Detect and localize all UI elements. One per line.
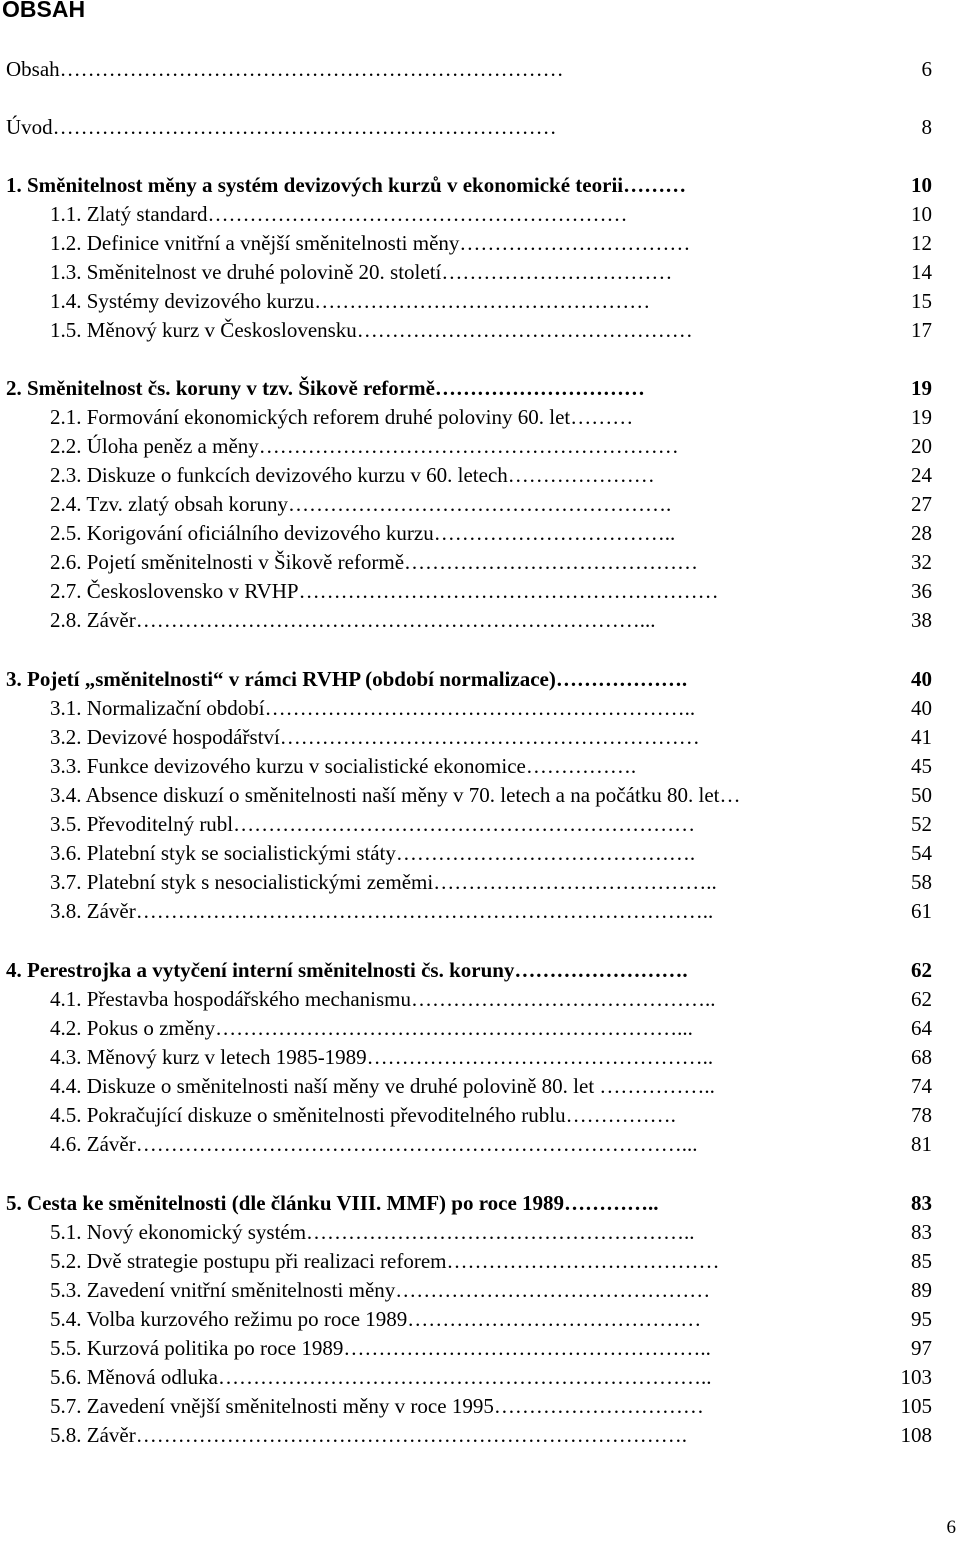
toc-entry-title: 5.7. Zavedení vnější směnitelnosti měny v roce 1995………………………… (50, 1394, 704, 1418)
toc-entry (0, 257, 960, 287)
toc-entry (0, 402, 960, 432)
toc-entry-title: 1.5. Měnový kurz v Československu………………………………………… (50, 318, 693, 342)
toc-entry (0, 1100, 960, 1130)
toc-entry-title: 3.3. Funkce devizového kurzu v socialistické ekonomice……………. (50, 754, 637, 778)
toc-entry (0, 1304, 960, 1334)
toc-entry-page: 64 (911, 1016, 932, 1040)
toc-entry-page: 85 (911, 1249, 932, 1273)
toc-entry-title: 1.1. Zlatý standard…………………………………………………… (50, 202, 628, 226)
toc-entry-page: 103 (900, 1365, 932, 1389)
toc-entry-page: 58 (911, 870, 932, 894)
toc-entry (0, 1217, 960, 1247)
toc-entry (0, 722, 960, 752)
toc-entry-page: 97 (911, 1336, 932, 1360)
toc-entry-page: 10 (911, 173, 932, 197)
toc-entry (0, 1246, 960, 1276)
toc-entry-title: 2.7. Československo v RVHP…………………………………………………… (50, 579, 719, 603)
toc-entry-title: 3.5. Převoditelný rubl………………………………………………………… (50, 812, 696, 836)
toc-entry (0, 1275, 960, 1305)
toc-entry (0, 315, 960, 345)
toc-entry (0, 1129, 960, 1159)
toc-entry (0, 547, 960, 577)
toc-entry-page: 10 (911, 202, 932, 226)
toc-entry-page: 62 (911, 987, 932, 1011)
toc-entry (0, 693, 960, 723)
toc-entry-page: 89 (911, 1278, 932, 1302)
toc-entry-page: 62 (911, 958, 932, 982)
toc-entry-page: 12 (911, 231, 932, 255)
toc-entry-page: 105 (900, 1394, 932, 1418)
toc-entry (0, 1420, 960, 1450)
toc-entry-page: 95 (911, 1307, 932, 1331)
toc-entry-title: 2.3. Diskuze o funkcích devizového kurzu v 60. letech………………… (50, 463, 655, 487)
toc-entry-title: 4. Perestrojka a vytyčení interní směnitelnosti čs. koruny……………………. (6, 958, 688, 982)
toc-entry (0, 896, 960, 926)
toc-entry-title: 1. Směnitelnost měny a systém devizových kurzů v ekonomické teorii……… (6, 173, 687, 197)
toc-entry (0, 780, 960, 810)
toc-entry (0, 1042, 960, 1072)
toc-entry-page: 15 (911, 289, 932, 313)
toc-entry-page: 68 (911, 1045, 932, 1069)
toc-entry-title: 2.5. Korigování oficiálního devizového kurzu…………………………….. (50, 521, 676, 545)
toc-entry-title: 5.3. Zavedení vnitřní směnitelnosti měny……………………………………… (50, 1278, 711, 1302)
toc-entry-page: 50 (911, 783, 932, 807)
toc-entry (0, 955, 960, 985)
toc-entry-title: 4.3. Měnový kurz v letech 1985-1989………………………………………….. (50, 1045, 714, 1069)
toc-entry-title: 5.4. Volba kurzového režimu po roce 1989…………………………………… (50, 1307, 702, 1331)
toc-entry-title: 4.6. Závěr……………………………………………………………………... (50, 1132, 698, 1156)
toc-entry-page: 36 (911, 579, 932, 603)
toc-entry-title: 1.2. Definice vnitřní a vnější směnitelnosti měny…………………………… (50, 231, 691, 255)
toc-entry (0, 518, 960, 548)
toc-entry (0, 664, 960, 694)
toc-entry-page: 38 (911, 608, 932, 632)
toc-entry-page: 45 (911, 754, 932, 778)
toc-entry (0, 489, 960, 519)
toc-entry-title: 4.2. Pokus o změny…………………………………………………………... (50, 1016, 693, 1040)
toc-entry-page: 61 (911, 899, 932, 923)
toc-entry-page: 54 (911, 841, 932, 865)
toc-entry (0, 984, 960, 1014)
toc-entry-title: 3.6. Platební styk se socialistickými státy……………………………………. (50, 841, 696, 865)
toc-entry-page: 8 (921, 115, 932, 139)
toc-entry (0, 199, 960, 229)
toc-entry (0, 286, 960, 316)
toc-entry-title: 1.3. Směnitelnost ve druhé polovině 20. století…………………………… (50, 260, 673, 284)
toc-entry-title: 3.2. Devizové hospodářství…………………………………………………… (50, 725, 700, 749)
toc-entry-title: 5. Cesta ke směnitelnosti (dle článku VIII. MMF) po roce 1989………….. (6, 1191, 659, 1215)
toc-entry-title: 2.1. Formování ekonomických reforem druhé poloviny 60. let……… (50, 405, 634, 429)
toc-entry (0, 54, 960, 84)
toc-entry-page: 83 (911, 1220, 932, 1244)
toc-entry-title: 2.6. Pojetí směnitelnosti v Šikově reformě…………………………………… (50, 550, 699, 574)
toc-entry (0, 112, 960, 142)
toc-entry-page: 108 (900, 1423, 932, 1447)
page-number: 6 (946, 1517, 956, 1538)
toc-entry-title: 3.7. Platební styk s nesocialistickými zeměmi………………………………….. (50, 870, 717, 894)
toc-entry-page: 78 (911, 1103, 932, 1127)
toc-entry-page: 74 (911, 1074, 932, 1098)
toc-entry-title: 2.8. Závěr………………………………………………………………... (50, 608, 656, 632)
toc-entry-page: 17 (911, 318, 932, 342)
toc-entry (0, 228, 960, 258)
toc-entry-page: 24 (911, 463, 932, 487)
toc-entry-title: 1.4. Systémy devizového kurzu………………………………………… (50, 289, 651, 313)
toc-entry-title: 5.8. Závěr……………………………………………………………………. (50, 1423, 687, 1447)
toc-entry (0, 170, 960, 200)
toc-entry-title: 2.2. Úloha peněz a měny…………………………………………………… (50, 434, 679, 458)
toc-entry-title: 4.5. Pokračující diskuze o směnitelnosti převoditelného rublu……………. (50, 1103, 676, 1127)
toc-entry-title: 2.4. Tzv. zlatý obsah koruny………………………………………………. (50, 492, 672, 516)
toc-entry-page: 32 (911, 550, 932, 574)
toc-entry (0, 1071, 960, 1101)
toc-entry-page: 6 (921, 57, 932, 81)
toc-entry-title: 4.4. Diskuze o směnitelnosti naší měny ve druhé polovině 80. let …………….. (50, 1074, 715, 1098)
toc-entry-title: 3.1. Normalizační období…………………………………………………….. (50, 696, 696, 720)
toc-entry (0, 1188, 960, 1218)
toc-entry (0, 460, 960, 490)
toc-entry-page: 40 (911, 667, 932, 691)
toc-entry-title: 5.5. Kurzová politika po roce 1989…………………………………………….. (50, 1336, 711, 1360)
toc-entry-page: 27 (911, 492, 932, 516)
toc-entry (0, 373, 960, 403)
toc-entry-title: 5.6. Měnová odluka…………………………………………………………….. (50, 1365, 712, 1389)
toc-entry-title: 5.2. Dvě strategie postupu při realizaci reforem………………………………… (50, 1249, 720, 1273)
toc-entry-title: Úvod……………………………………………………………… (6, 115, 557, 139)
toc-entry (0, 1333, 960, 1363)
toc-entry-page: 20 (911, 434, 932, 458)
toc-entry-page: 41 (911, 725, 932, 749)
toc-entry-title: Obsah……………………………………………………………… (6, 57, 564, 81)
toc-entry-title: 2. Směnitelnost čs. koruny v tzv. Šikově reformě………………………… (6, 376, 645, 400)
toc-entry (0, 867, 960, 897)
toc-entry (0, 576, 960, 606)
toc-entry (0, 1013, 960, 1043)
toc-entry (0, 751, 960, 781)
toc-entry (0, 605, 960, 635)
toc-entry (0, 1391, 960, 1421)
toc-entry-title: 4.1. Přestavba hospodářského mechanismu…………………………………….. (50, 987, 716, 1011)
toc-entry-title: 5.1. Nový ekonomický systém……………………………………………….. (50, 1220, 695, 1244)
toc-entry (0, 1362, 960, 1392)
page-title: OBSAH (2, 0, 86, 22)
toc-entry-page: 83 (911, 1191, 932, 1215)
toc-entry-page: 28 (911, 521, 932, 545)
toc-entry-title: 3.4. Absence diskuzí o směnitelnosti naší měny v 70. letech a na počátku 80. let… (50, 783, 741, 807)
toc-entry-page: 19 (911, 405, 932, 429)
toc-entry-title: 3.8. Závěr……………………………………………………………………….. (50, 899, 714, 923)
toc-entry-page: 14 (911, 260, 932, 284)
toc-entry-title: 3. Pojetí „směnitelnosti“ v rámci RVHP (období normalizace)………………. (6, 667, 688, 691)
toc-entry-page: 40 (911, 696, 932, 720)
toc-entry (0, 431, 960, 461)
toc-entry (0, 809, 960, 839)
toc-entry-page: 19 (911, 376, 932, 400)
toc-entry-page: 81 (911, 1132, 932, 1156)
toc-entry-page: 52 (911, 812, 932, 836)
toc-entry (0, 838, 960, 868)
